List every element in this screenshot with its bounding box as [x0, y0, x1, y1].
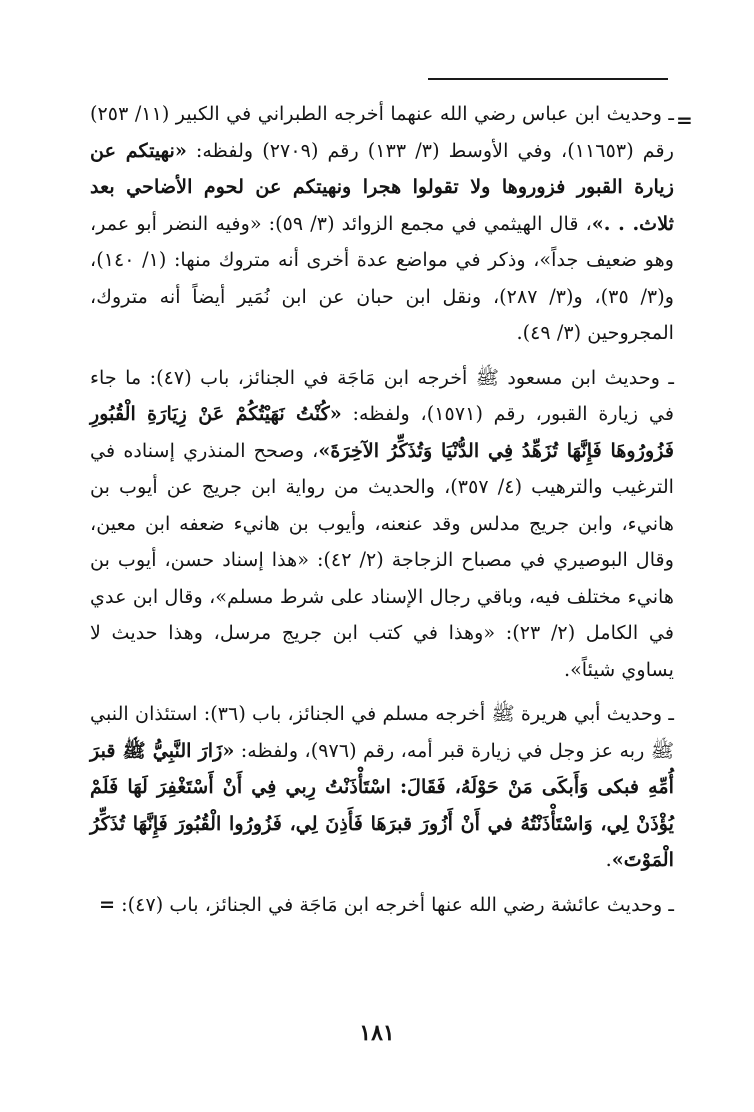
page-number: ١٨١	[359, 1020, 395, 1046]
footnote-ibn-abbas	[90, 96, 674, 352]
footnote-text: .	[605, 848, 612, 871]
footnote-text: ـ وحديث ابن مسعود ﷺ أخرجه ابن مَاجَة في الجنائز، باب (٤٧): ما جاء في زيارة القبور، رقم (١٥٧١)، ولفظه:	[90, 365, 675, 425]
footnote-text: ـ وحديث ابن عباس رضي الله عنهما أخرجه الطبراني في الكبير (١١/ ٢٥٣) رقم (١١٦٥٣)، وفي الأوسط (٣/ ١٣٣) رقم (٢٧٠٩) ولفظه:	[90, 102, 674, 162]
hadith-text: «زَارَ النَّبِيُّ ﷺ قبرَ أُمِّهِ فبكى وَأَبكَى مَنْ حَوْلَهُ، فَقَالَ: اسْتَأْذَنْتُ رِبي فِي أَنْ أَسْتَغْفِرَ لَهَا فَلَمْ يُؤْذَنْ لِي، وَاسْتَأْذَنْتُهُ في أَنْ أَزُورَ قبرَهَا فَأَذِنَ لِي، فَزُورُوا الْقُبُورَ فَإِنَّهَا تُذَكِّرُ الْمَوْتَ»	[90, 738, 674, 871]
footnote-text: ـ وحديث أبي هريرة ﷺ أخرجه مسلم في الجنائز، باب (٣٦): استئذان النبي ﷺ ربه عز وجل في زيارة قبر أمه، رقم (٩٧٦)، ولفظه:	[90, 702, 674, 762]
continuation-mark: =	[676, 108, 693, 132]
continuation-mark-end: =	[99, 892, 116, 916]
footnote-abu-hurayra	[90, 696, 674, 879]
footnote-separator-rule	[428, 78, 668, 80]
hadith-text: «كُنْتُ نَهَيْتُكُمْ عَنْ زِيَارَةِ الْقُبُورِ فَزُورُوهَا فَإِنَّهَا تُزَهِّدُ فِي الدُّنْيَا وَتُذَكِّرُ الآخِرَةَ»	[90, 402, 674, 462]
footnote-aisha	[90, 887, 674, 924]
footnotes-body	[90, 96, 674, 923]
footnote-text: ، وصحح المنذري إسناده في الترغيب والترهيب (٤/ ٣٥٧)، والحديث من رواية ابن جريج عن أيوب بن هانيء، وابن جريج مدلس وقد عنعنه، وأيوب بن هانيء ضعفه ابن معين، وقال البوصيري في مصباح الزجاجة (٢/ ٤٢): «هذا إسناد حسن، أيوب بن هانيء مختلف فيه، وباقي رجال الإسناد على شرط مسلم»، وقال ابن عدي في الكامل (٢/ ٢٣): «وهذا في كتب ابن جريج مرسل، وهذا حديث لا يساوي شيئاً».	[90, 438, 674, 681]
hadith-text: «نهيتكم عن زيارة القبور فزوروها ولا تقولوا هجرا ونهيتكم عن لحوم الأضاحي بعد ثلاث. . .»	[90, 138, 674, 235]
footnote-text: ، قال الهيثمي في مجمع الزوائد (٣/ ٥٩): «وفيه النضر أبو عمر، وهو ضعيف جداً»، وذكر في مواضع عدة أخرى أنه متروك منها: (١/ ١٤٠)، و(٣/ ٣٥)، و(٣/ ٢٨٧)، ونقل ابن حبان عن ابن نُمَير أيضاً أنه متروك، المجروحين (٣/ ٤٩).	[90, 211, 674, 344]
footnote-text: ـ وحديث عائشة رضي الله عنها أخرجه ابن مَاجَة في الجنائز، باب (٤٧):	[115, 892, 674, 916]
footnote-ibn-masud	[90, 360, 674, 689]
